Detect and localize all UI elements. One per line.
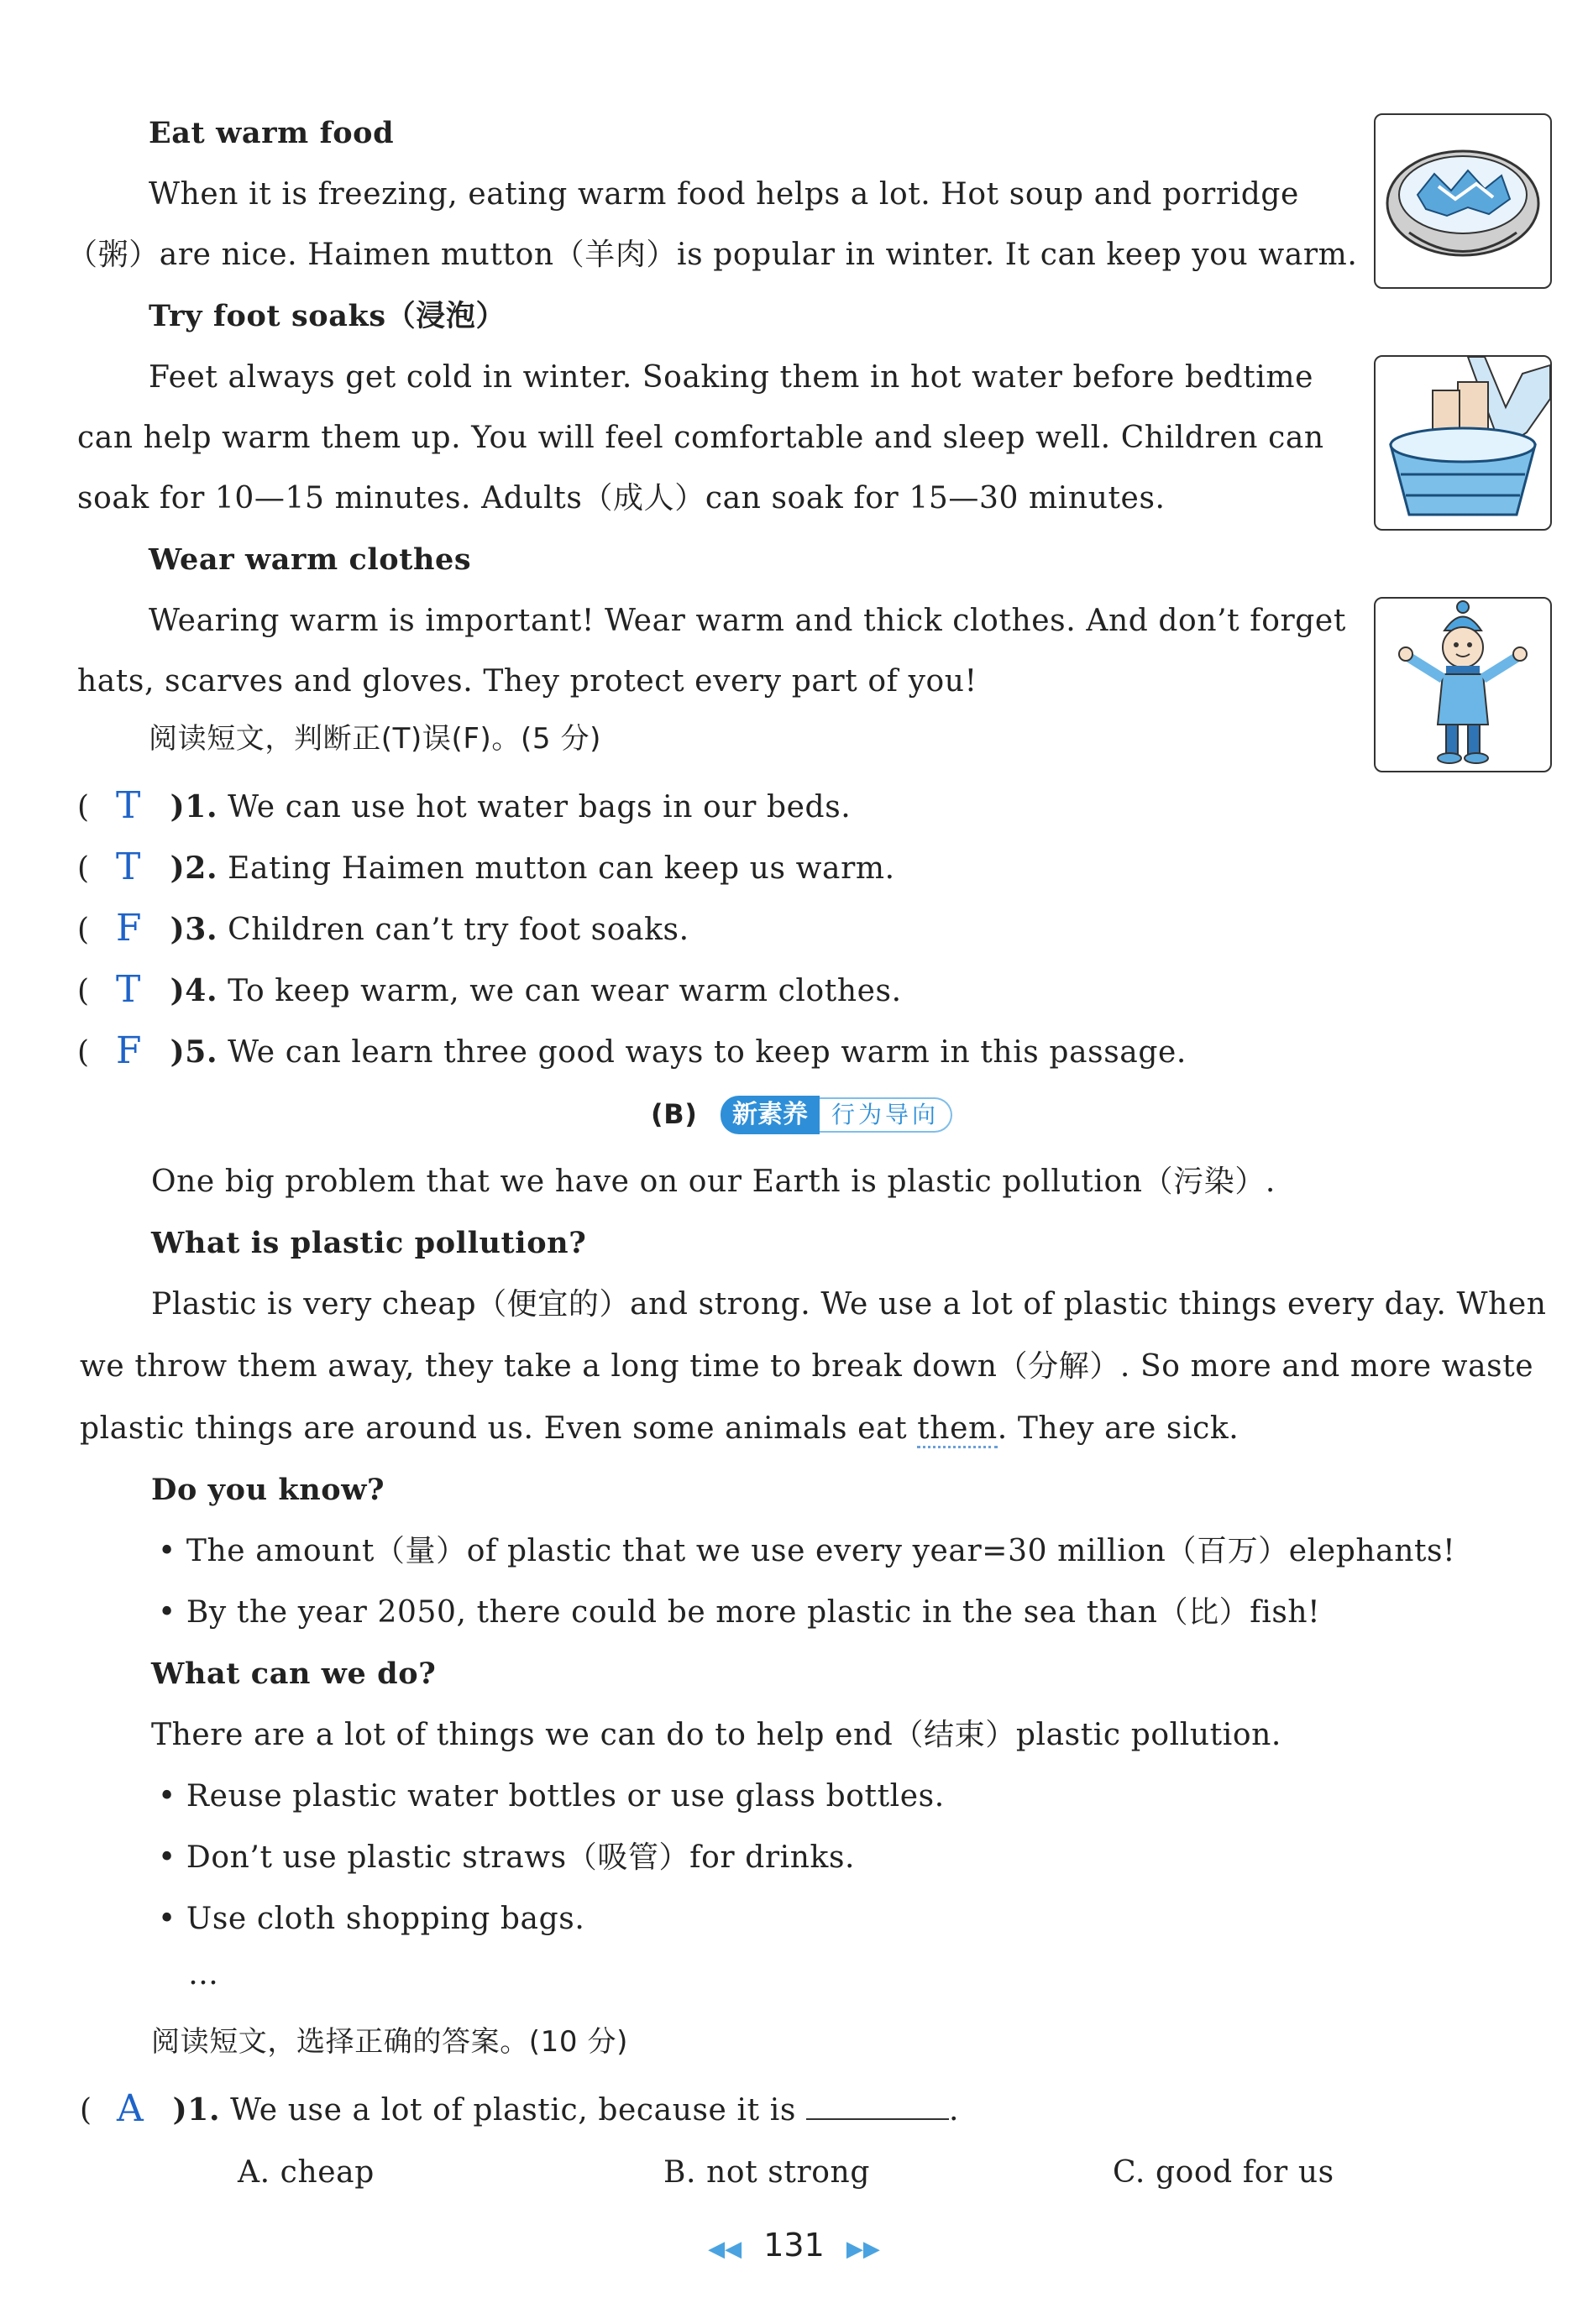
text-run: .	[948, 2093, 960, 2128]
tf-question: ( T )1. We can use hot water bags in our beds.	[77, 784, 852, 827]
answer-mark: T	[116, 784, 141, 827]
paragraph-line: There are a lot of things we can do to help end（结束）plastic pollution.	[151, 1718, 1281, 1752]
bullet-line: • Don’t use plastic straws（吸管）for drinks.	[158, 1840, 856, 1875]
instruction-multiple-choice: 阅读短文，选择正确的答案。(10 分)	[151, 2025, 628, 2059]
heading-warm-clothes: Wear warm clothes	[149, 542, 472, 577]
option-c: C. good for us	[1113, 2155, 1334, 2190]
intro-line: One big problem that we have on our Earth is plastic pollution（污染）.	[151, 1165, 1276, 1199]
badge-solid-text: 新素养	[721, 1096, 820, 1134]
text-run: plastic things are around us. Even some animals eat	[80, 1411, 918, 1446]
badge-outline-text: 行为导向	[820, 1097, 952, 1133]
tf-question: ( F )3. Children can’t try foot soaks.	[77, 907, 689, 950]
bullet-line: • By the year 2050, there could be more plastic in the sea than（比）fish!	[158, 1595, 1321, 1630]
instruction-true-false: 阅读短文，判断正(T)误(F)。(5 分)	[149, 722, 601, 756]
child-in-warm-clothes-illustration	[1374, 597, 1552, 772]
heading-what-is-plastic-pollution: What is plastic pollution?	[151, 1226, 587, 1260]
question-number: )4.	[170, 973, 218, 1008]
answer-mark: F	[116, 1029, 143, 1072]
heading-what-can-we-do: What can we do?	[151, 1657, 437, 1691]
tf-question: ( T )4. To keep warm, we can wear warm clothes.	[77, 968, 902, 1011]
porridge-bowl-illustration	[1374, 113, 1552, 289]
paragraph-line: hats, scarves and gloves. They protect every part of you!	[77, 664, 977, 699]
question-text: We use a lot of plastic, because it is	[230, 2093, 796, 2128]
answer-mark: T	[116, 968, 141, 1011]
page-number: 131	[763, 2227, 825, 2264]
question-number: )2.	[170, 851, 218, 886]
tf-question: ( F )5. We can learn three good ways to keep warm in this passage.	[77, 1029, 1187, 1072]
answer-mark: A	[117, 2087, 144, 2130]
page-footer	[0, 2227, 1588, 2264]
question-number: )3.	[170, 912, 218, 947]
question-number: )5.	[170, 1034, 218, 1070]
heading-do-you-know: Do you know?	[151, 1473, 385, 1507]
paragraph-line	[80, 1411, 1239, 1447]
heading-foot-soaks: Try foot soaks（浸泡）	[149, 299, 506, 333]
foot-soak-illustration	[1374, 355, 1552, 531]
paragraph-line: When it is freezing, eating warm food helps a lot. Hot soup and porridge	[149, 177, 1299, 212]
bullet-line: • The amount（量）of plastic that we use every year=30 million（百万）elephants!	[158, 1534, 1456, 1568]
paragraph-line: Wearing warm is important! Wear warm and thick clothes. And don’t forget	[149, 604, 1346, 638]
mc-question: ( A )1. We use a lot of plastic, because it is .	[80, 2087, 960, 2130]
paragraph-line: （粥）are nice. Haimen mutton（羊肉）is popular in winter. It can keep you warm.	[67, 238, 1358, 272]
section-b-label: (B)	[651, 1098, 698, 1130]
bullet-line: • Use cloth shopping bags.	[158, 1902, 585, 1936]
right-arrows-icon: ▶▶	[846, 2237, 880, 2262]
text-run: . They are sick.	[997, 1411, 1239, 1446]
ellipsis: …	[188, 1957, 219, 1992]
option-b: B. not strong	[663, 2155, 870, 2190]
new-literacy-badge	[721, 1096, 952, 1134]
question-text: We can use hot water bags in our beds.	[228, 790, 852, 824]
question-text: Eating Haimen mutton can keep us warm.	[228, 851, 895, 886]
answer-mark: F	[116, 907, 143, 950]
paragraph-line: Plastic is very cheap（便宜的）and strong. We use a lot of plastic things every day. When	[151, 1287, 1547, 1322]
question-number: )1.	[170, 789, 218, 824]
answer-mark: T	[116, 845, 141, 888]
question-number: )1.	[172, 2092, 221, 2128]
question-text: Children can’t try foot soaks.	[228, 913, 689, 947]
answer-blank	[806, 2095, 949, 2120]
underlined-word-them: them	[917, 1411, 998, 1448]
question-text: To keep warm, we can wear warm clothes.	[228, 974, 902, 1008]
paragraph-line: we throw them away, they take a long time to break down（分解）. So more and more waste	[80, 1349, 1534, 1384]
heading-eat-warm-food: Eat warm food	[149, 116, 395, 150]
option-a: A. cheap	[238, 2155, 375, 2190]
tf-question: ( T )2. Eating Haimen mutton can keep us warm.	[77, 845, 895, 888]
left-arrows-icon: ◀◀	[708, 2237, 742, 2262]
paragraph-line: soak for 10—15 minutes. Adults（成人）can soak for 15—30 minutes.	[77, 481, 1166, 516]
paragraph-line: Feet always get cold in winter. Soaking them in hot water before bedtime	[149, 360, 1313, 395]
question-text: We can learn three good ways to keep warm in this passage.	[228, 1035, 1187, 1070]
bullet-line: • Reuse plastic water bottles or use glass bottles.	[158, 1779, 945, 1814]
paragraph-line: can help warm them up. You will feel comfortable and sleep well. Children can	[77, 421, 1324, 455]
